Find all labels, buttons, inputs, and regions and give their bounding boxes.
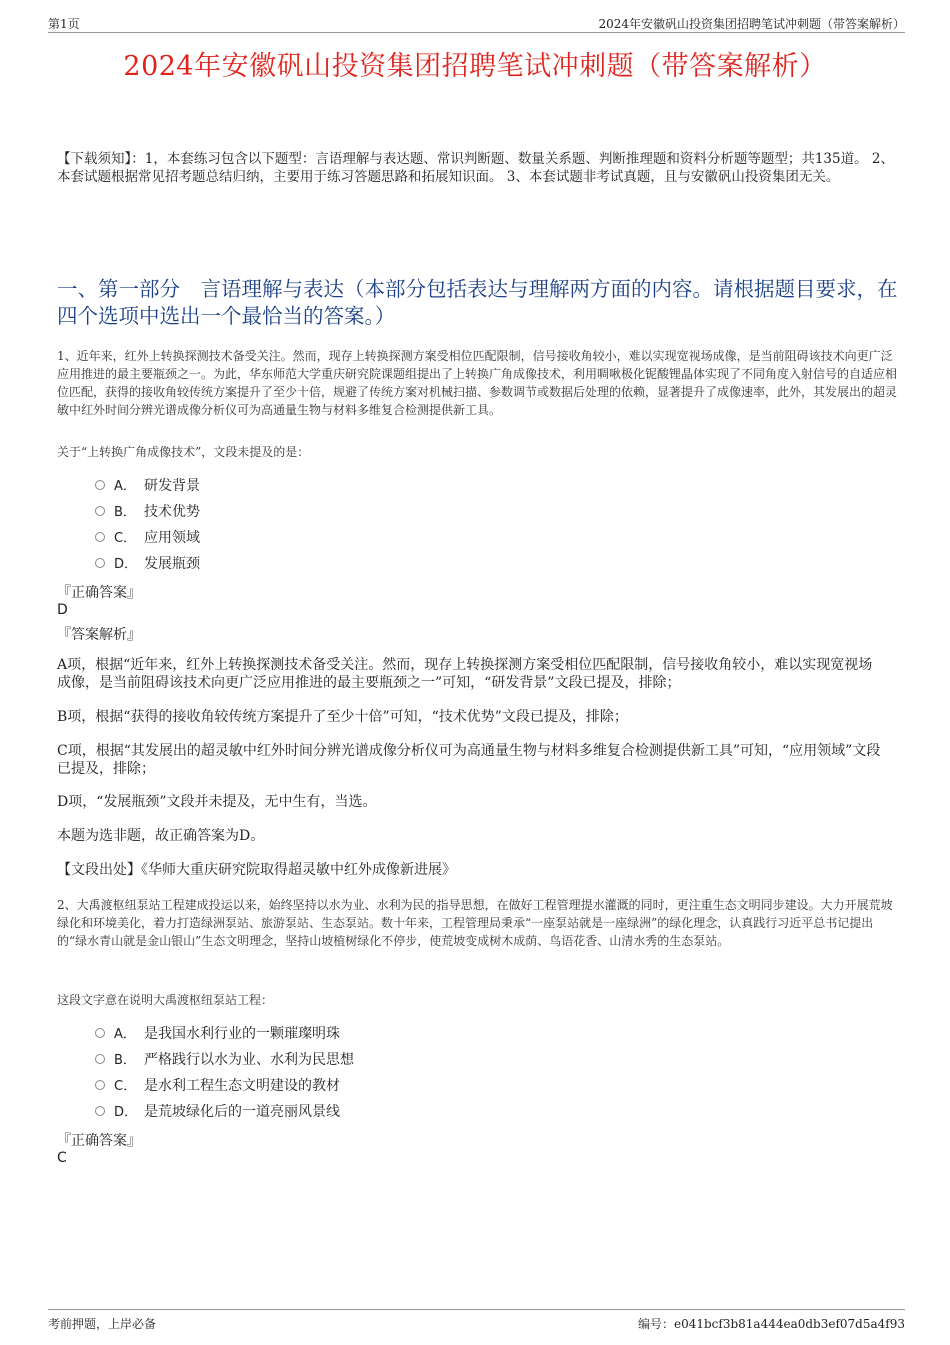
radio-icon[interactable] xyxy=(95,1106,105,1116)
answer-value: C xyxy=(57,1150,67,1166)
section-heading: 一、第一部分 言语理解与表达（本部分包括表达与理解两方面的内容。请根据题目要求，在四个选项中选出一个最恰当的答案。） xyxy=(57,277,898,328)
analysis-item: 本题为选非题，故正确答案为D。 xyxy=(57,828,265,844)
question-1-prompt: 关于“上转换广角成像技术”，文段未提及的是： xyxy=(57,445,310,459)
question-1-passage: 1、近年来，红外上转换探测技术备受关注。然而，现存上转换探测方案受相位匹配限制，信号接收角较小，难以实现宽视场成像，是当前阻碍该技术向更广泛应用推进的最主要瓶颈之一。为此，华东师范大学重庆研究院课题组提出了上转换广角成像技术，利用啁啾极化铌酸锂晶体实现了不同角度入射信号的自适应相位匹配，获得的接收角较传统方案提升了至少十倍，规避了传统方案对机械扫描、参数调节或数据后处理的依赖，显著提升了成像速率，此外，其发展出的超灵敏中红外时间分辨光谱成像分析仪可为高通量生物与材料多维复合检测提供新工具。 xyxy=(57,349,898,417)
radio-icon[interactable] xyxy=(95,480,105,490)
radio-icon[interactable] xyxy=(95,532,105,542)
radio-icon[interactable] xyxy=(95,1054,105,1064)
answer-label: 『正确答案』 xyxy=(57,585,141,601)
analysis-item: B项，根据“获得的接收角较传统方案提升了至少十倍”可知，“技术优势”文段已提及，排除； xyxy=(57,709,628,725)
download-notice: 【下载须知】：1，本套练习包含以下题型：言语理解与表达题、常识判断题、数量关系题、判断推理题和资料分析题等题型；共135道。 2、本套试题根据常见招考题总结归纳，主要用于练习答题思路和拓展知识面。 3、本套试题非考试真题，且与安徽矾山投资集团无关。 xyxy=(57,151,894,185)
question-1-option-c[interactable]: C． 应用领域 xyxy=(95,528,200,548)
document-title: 2024年安徽矾山投资集团招聘笔试冲刺题（带答案解析） xyxy=(123,51,827,82)
page-number: 第1页 xyxy=(48,17,80,31)
radio-icon[interactable] xyxy=(95,506,105,516)
answer-label: 『正确答案』 xyxy=(57,1133,141,1149)
question-2-option-c[interactable]: C． 是水利工程生态文明建设的教材 xyxy=(95,1076,340,1096)
question-1-option-d[interactable]: D． 发展瓶颈 xyxy=(95,554,200,574)
radio-icon[interactable] xyxy=(95,558,105,568)
footer-serial: 编号：e041bcf3b81a444ea0db3ef07d5a4f93 xyxy=(637,1317,905,1331)
question-2-option-b[interactable]: B． 严格践行以水为业、水利为民思想 xyxy=(95,1050,354,1070)
analysis-label: 『答案解析』 xyxy=(57,627,141,643)
page-header xyxy=(48,14,905,33)
analysis-item: D项，“发展瓶颈”文段并未提及，无中生有，当选。 xyxy=(57,794,377,810)
radio-icon[interactable] xyxy=(95,1080,105,1090)
radio-icon[interactable] xyxy=(95,1028,105,1038)
question-2-option-a[interactable]: A． 是我国水利行业的一颗璀璨明珠 xyxy=(95,1024,340,1044)
question-2-prompt: 这段文字意在说明大禹渡枢纽泵站工程： xyxy=(57,993,274,1007)
analysis-item: A项，根据“近年来，红外上转换探测技术备受关注。然而，现存上转换探测方案受相位匹配限制，信号接收角较小，难以实现宽视场成像，是当前阻碍该技术向更广泛应用推进的最主要瓶颈之一”可知，“研发背景”文段已提及，排除； xyxy=(57,657,873,691)
question-1-option-b[interactable]: B． 技术优势 xyxy=(95,502,200,522)
question-1-option-a[interactable]: A． 研发背景 xyxy=(95,476,200,496)
footer-slogan: 考前押题，上岸必备 xyxy=(48,1317,157,1331)
question-2-passage: 2、大禹渡枢纽泵站工程建成投运以来，始终坚持以水为业、水利为民的指导思想，在做好工程管理提水灌溉的同时，更注重生态文明同步建设。大力开展荒坡绿化和环境美化，着力打造绿洲泵站、旅游泵站、生态泵站。数十年来，工程管理局秉承“一座泵站就是一座绿洲”的绿化理念，认真践行习近平总书记提出的“绿水青山就是金山银山”生态文明理念，坚持山坡植树绿化不停步，使荒坡变成树木成荫、鸟语花香、山清水秀的生态泵站。 xyxy=(57,898,893,948)
source-citation: 【文段出处】《华师大重庆研究院取得超灵敏中红外成像新进展》 xyxy=(57,862,456,878)
answer-value: D xyxy=(57,602,68,618)
analysis-item: C项，根据“其发展出的超灵敏中红外时间分辨光谱成像分析仪可为高通量生物与材料多维复合检测提供新工具”可知，“应用领域”文段已提及，排除； xyxy=(57,743,881,777)
page-footer xyxy=(48,1309,905,1332)
header-doc-title: 2024年安徽矾山投资集团招聘笔试冲刺题（带答案解析） xyxy=(598,17,905,31)
question-2-option-d[interactable]: D． 是荒坡绿化后的一道亮丽风景线 xyxy=(95,1102,340,1122)
